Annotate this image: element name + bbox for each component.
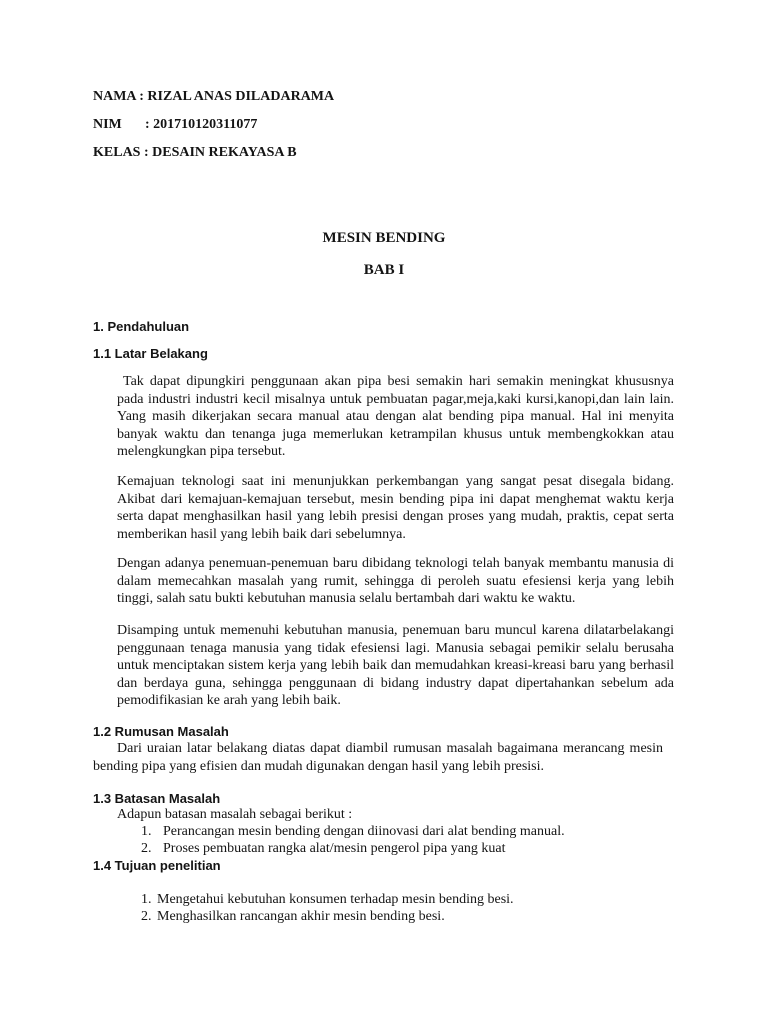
paragraph-latar-2: Kemajuan teknologi saat ini menunjukkan perkembangan yang sangat pesat disegala bidang. Akibat dari kemajuan-kemajuan tersebut, mesin bending pipa ini dapat menghemat waktu kerja serta dapat menghasilkan hasil yang lebih presisi dengan proses yang mudah, praktis, cepat serta memberikan hasil yang lebih baik dari sebelumnya. [117, 474, 674, 542]
batasan-intro: Adapun batasan masalah sebagai berikut : [117, 807, 353, 822]
list-item-text: Proses pembuatan rangka alat/mesin pengerol pipa yang kuat [163, 841, 506, 856]
document-title: MESIN BENDING [322, 230, 446, 246]
list-item-number: 2. [141, 841, 152, 856]
list-item [141, 908, 445, 925]
student-name: NAMA : RIZAL ANAS DILADARAMA [93, 89, 335, 104]
paragraph-latar-3: Dengan adanya penemuan-penemuan baru dibidang teknologi telah banyak membantu manusia di dalam memecahkan masalah yang rumit, sehingga di peroleh suatu efesiensi kerja yang lebih tinggi, salah satu bukti kebutuhan manusia selalu bertambah dari waktu ke waktu. [117, 556, 674, 606]
student-nim-value: : 201710120311077 [145, 117, 258, 132]
paragraph-rumusan: Dari uraian latar belakang diatas dapat diambil rumusan masalah bagaimana merancang mesin bending pipa yang efisien dan mudah digunakan dengan hasil yang lebih presisi. [93, 741, 663, 774]
list-item [141, 840, 506, 857]
section-heading-batasan: 1.3 Batasan Masalah [93, 791, 221, 806]
list-item-text: Menghasilkan rancangan akhir mesin bending besi. [157, 909, 445, 924]
list-item-number: 1. [141, 824, 152, 839]
chapter-title: BAB I [363, 262, 405, 278]
section-heading-latar-belakang: 1.1 Latar Belakang [93, 346, 208, 361]
paragraph-latar-4: Disamping untuk memenuhi kebutuhan manusia, penemuan baru muncul karena dilatarbelakangi penggunaan tenaga manusia yang tidak efesiensi lagi. Manusia sebagai pemikir selalu berusaha untuk menciptakan sistem kerja yang lebih baik dan memudahkan kreasi-kreasi baru yang berhasil dan berdaya guna, sehingga penggunaan di bidang industry dapat dipertahankan sebelum ada pemodifikasian ke arah yang lebih baik. [117, 623, 674, 708]
list-item [141, 891, 514, 908]
student-nim-label: NIM [93, 117, 122, 132]
section-heading-pendahuluan: 1. Pendahuluan [93, 319, 190, 334]
list-item-text: Perancangan mesin bending dengan diinovasi dari alat bending manual. [163, 824, 565, 839]
section-heading-tujuan: 1.4 Tujuan penelitian [93, 858, 221, 873]
list-item-number: 2. [141, 909, 152, 924]
section-heading-rumusan: 1.2 Rumusan Masalah [93, 724, 229, 739]
list-item [141, 823, 565, 840]
student-class: KELAS : DESAIN REKAYASA B [93, 145, 297, 160]
list-item-number: 1. [141, 892, 152, 907]
paragraph-latar-1: Tak dapat dipungkiri penggunaan akan pipa besi semakin hari semakin meningkat khususnya pada industri industri kecil misalnya untuk pembuatan pagar,meja,kaki kursi,kanopi,dan lain lain. Yang masih dikerjakan secara manual atau dengan alat bending pipa manual. Hal ini menyita banyak waktu dan tenanga juga memerlukan ketrampilan khusus untuk membengkokkan atau melengkungkan pipa tersebut. [117, 374, 674, 459]
list-item-text: Mengetahui kebutuhan konsumen terhadap mesin bending besi. [157, 892, 514, 907]
